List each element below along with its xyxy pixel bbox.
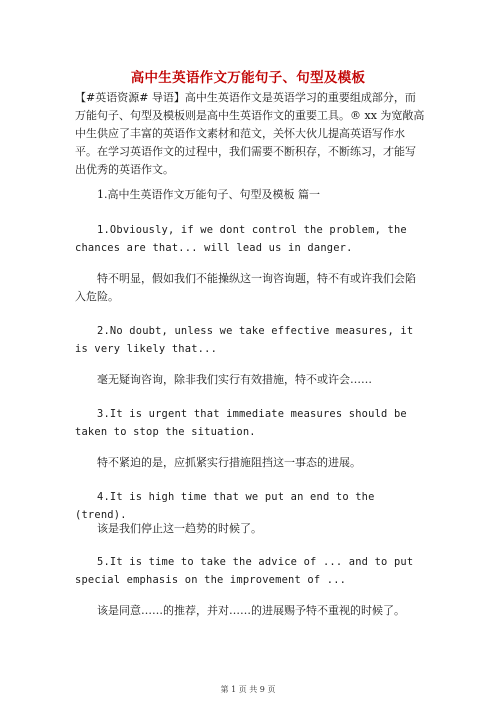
- item-3-english: 3.It is urgent that immediate measures should be taken to stop the situation.: [75, 408, 407, 438]
- item-4-english: 4.It is high time that we put an end to the (trend).: [75, 491, 375, 521]
- item-1-chinese: 特不明显，假如我们不能操纵这一询咨询题，特不有或许我们会陷入危险。: [75, 272, 416, 303]
- page-footer: 第 1 页 共 9 页: [220, 685, 276, 694]
- section-heading: 1.高中生英语作文万能句子、句型及模板 篇一: [97, 188, 320, 201]
- document-title: 高中生英语作文万能句子、句型及模板: [130, 70, 366, 86]
- item-1-english: 1.Obviously, if we dont control the problem, the chances are that... will lead us in danger.: [75, 224, 407, 254]
- item-4-chinese: 该是我们停止这一趋势的时候了。: [97, 522, 262, 535]
- item-2-chinese: 毫无疑询咨询，除非我们实行有效措施，特不或许会……: [97, 373, 372, 386]
- intro-paragraph: 【#英语资源# 导语】高中生英语作文是英语学习的重要组成部分，而万能句子、句型及模板则是高中生英语作文的重要工具。® xx 为宽敞高中生供应了丰富的英语作文素材和范文，关怀大伙儿提高英语写作水平。在学习英语作文的过程中，我们需要不断积存，不断练习，才能写出优秀的英语作文。: [75, 91, 425, 176]
- item-5-chinese: 该是同意……的推荐，并对……的进展赐予特不重视的时候了。: [97, 604, 405, 617]
- item-5-english: 5.It is time to take the advice of ... and to put special emphasis on the improvement of ...: [75, 556, 414, 586]
- item-2-english: 2.No doubt, unless we take effective measures, it is very likely that...: [75, 325, 414, 355]
- item-3-chinese: 特不紧迫的是，应抓紧实行措施阻挡这一事态的进展。: [97, 456, 361, 469]
